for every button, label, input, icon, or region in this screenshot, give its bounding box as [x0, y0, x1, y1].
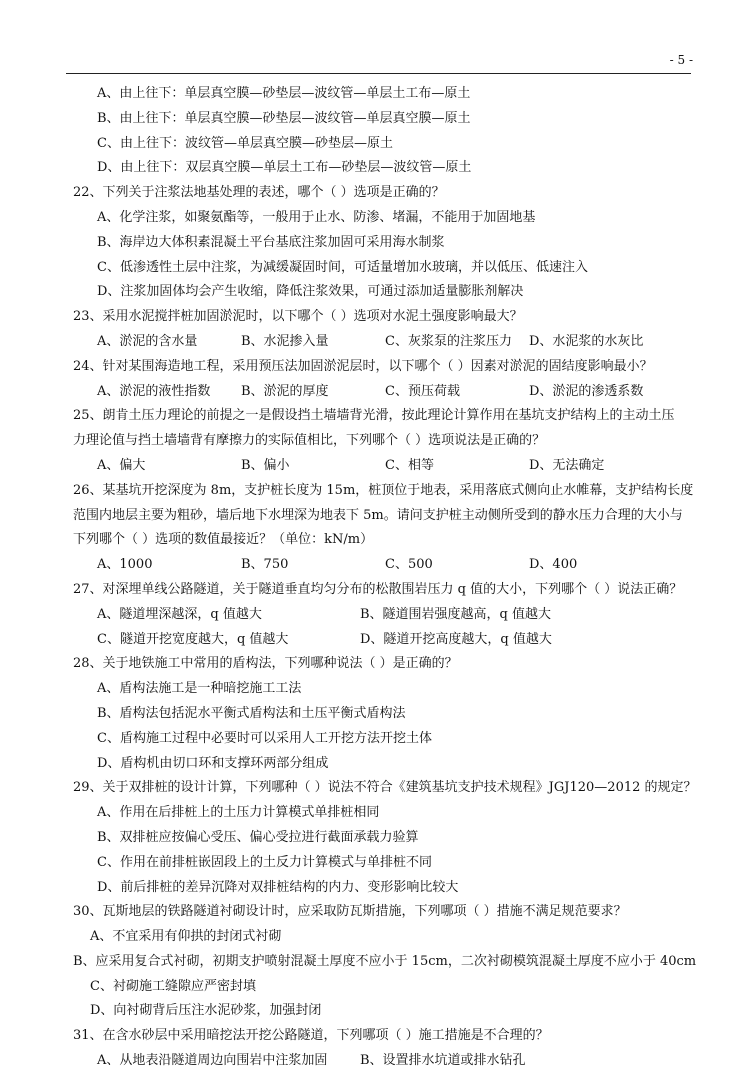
option-line: A、由上往下：单层真空膜—砂垫层—波纹管—单层土工布—原土: [97, 86, 471, 101]
question-stem: 24、针对某围海造地工程，采用预压法加固淤泥层时，以下哪个（ ）因素对淤泥的固结度影响最小？: [73, 358, 653, 374]
option-line: B、应采用复合式衬砌，初期支护喷射混凝土厚度不应小于 15cm，二次衬砌模筑混凝土厚度不应小于 40cm: [73, 953, 697, 969]
option: C、500: [385, 557, 433, 573]
question-stem: 23、采用水泥搅拌桩加固淤泥时，以下哪个（ ）选项对水泥土强度影响最大？: [73, 309, 523, 325]
option: D、隧道开挖高度越大，q 值越大: [360, 631, 552, 647]
question-stem: 29、关于双排桩的设计计算，下列哪种（ ）说法不符合《建筑基坑支护技术规程》JGJ120—2012 的规定？: [73, 780, 697, 796]
option-line: A、盾构法施工是一种暗挖施工工法: [97, 681, 302, 697]
question-stem: 26、某基坑开挖深度为 8m，支护桩长度为 15m，桩顶位于地表，采用落底式侧向止水帷幕，支护结构长度: [73, 482, 694, 498]
option: B、淤泥的厚度: [241, 383, 329, 399]
option: D、无法确定: [529, 457, 605, 473]
question-stem-cont: 力理论值与挡土墙墙背有摩擦力的实际值相比，下列哪个（ ）选项说法是正确的？: [73, 433, 546, 449]
options-row: [73, 628, 698, 653]
option-line: C、低渗透性土层中注浆，为减缓凝固时间，可适量增加水玻璃，并以低压、低速注入: [97, 259, 588, 275]
option: C、隧道开挖宽度越大，q 值越大: [97, 631, 289, 647]
option: A、淤泥的含水量: [97, 333, 198, 349]
option: D、水泥浆的水灰比: [529, 333, 644, 349]
option-line: C、衬砌施工缝隙应严密封填: [90, 978, 256, 994]
question-stem: 30、瓦斯地层的铁路隧道衬砌设计时，应采取防瓦斯措施，下列哪项（ ）措施不满足规范要求？: [73, 904, 627, 920]
option-line: C、盾构施工过程中必要时可以采用人工开挖方法开挖土体: [97, 730, 432, 746]
option-line: B、盾构法包括泥水平衡式盾构法和土压平衡式盾构法: [97, 705, 406, 721]
option-line: D、前后排桩的差异沉降对双排桩结构的内力、变形影响比较大: [97, 879, 459, 895]
question-stem: 27、对深埋单线公路隧道，关于隧道垂直均匀分布的松散围岩压力 q 值的大小，下列哪个（ ）说法正确？: [73, 581, 683, 597]
options-row: [73, 603, 698, 628]
option: D、淤泥的渗透系数: [529, 383, 644, 399]
option: D、400: [529, 557, 578, 573]
option: A、淤泥的液性指数: [97, 383, 211, 399]
options-row: [73, 330, 698, 355]
option: B、水泥掺入量: [241, 333, 329, 349]
option-line: D、盾构机由切口环和支撑环两部分组成: [97, 755, 329, 771]
options-row: [73, 380, 698, 405]
option: A、1000: [97, 557, 153, 573]
question-stem-cont: 下列哪个（ ）选项的数值最接近？（单位：kN/m）: [73, 532, 374, 548]
exam-content: [73, 82, 698, 1074]
option: B、设置排水坑道或排水钻孔: [360, 1053, 526, 1069]
option: B、隧道围岩强度越高，q 值越大: [360, 606, 552, 622]
question-stem: 28、关于地铁施工中常用的盾构法，下列哪种说法（ ）是正确的？: [73, 656, 458, 672]
question-stem: 22、下列关于注浆法地基处理的表述，哪个（ ）选项是正确的？: [73, 185, 445, 201]
option-line: C、作用在前排桩嵌固段上的土反力计算模式与单排桩不同: [97, 854, 432, 870]
option: B、750: [241, 557, 289, 573]
option: A、隧道埋深越深，q 值越大: [97, 606, 262, 622]
question-stem: 31、在含水砂层中采用暗挖法开挖公路隧道，下列哪项（ ）施工措施是不合理的？: [73, 1028, 549, 1044]
option-line: D、向衬砌背后压注水泥砂浆，加强封闭: [90, 1003, 322, 1019]
page-number: - 5 -: [669, 53, 693, 67]
option-line: C、由上往下：波纹管—单层真空膜—砂垫层—原土: [97, 135, 393, 151]
option-line: A、化学注浆，如聚氨酯等，一般用于止水、防渗、堵漏，不能用于加固地基: [97, 209, 536, 225]
options-row: [73, 454, 698, 479]
option-line: B、由上往下：单层真空膜—砂垫层—波纹管—单层真空膜—原土: [97, 110, 471, 126]
option: C、灰浆泵的注浆压力: [385, 333, 512, 349]
option-line: A、不宜采用有仰拱的封闭式衬砌: [90, 929, 282, 945]
option-line: D、由上往下：双层真空膜—单层土工布—砂垫层—波纹管—原土: [97, 160, 472, 176]
option: C、相等: [385, 457, 434, 473]
header-rule: [66, 73, 691, 74]
option: A、从地表沿隧道周边向围岩中注浆加固: [97, 1053, 328, 1069]
option-line: B、海岸边大体积素混凝土平台基底注浆加固可采用海水制浆: [97, 234, 445, 250]
question-stem-cont: 范围内地层主要为粗砂，墙后地下水埋深为地表下 5m。请问支护桩主动侧所受到的静水压力合理的大小与: [73, 507, 683, 523]
option-line: D、注浆加固体均会产生收缩，降低注浆效果，可通过添加适量膨胀剂解决: [97, 284, 524, 300]
option-line: B、双排桩应按偏心受压、偏心受拉进行截面承载力验算: [97, 829, 419, 845]
question-stem: 25、朗肯土压力理论的前提之一是假设挡土墙墙背光滑，按此理论计算作用在基坑支护结构上的主动土压: [73, 408, 675, 424]
option-line: A、作用在后排桩上的土压力计算模式单排桩相同: [97, 805, 380, 821]
option: C、预压荷载: [385, 383, 460, 399]
option: A、偏大: [97, 457, 146, 473]
option: B、偏小: [241, 457, 290, 473]
options-row: [73, 1049, 698, 1074]
options-row: [73, 553, 698, 578]
